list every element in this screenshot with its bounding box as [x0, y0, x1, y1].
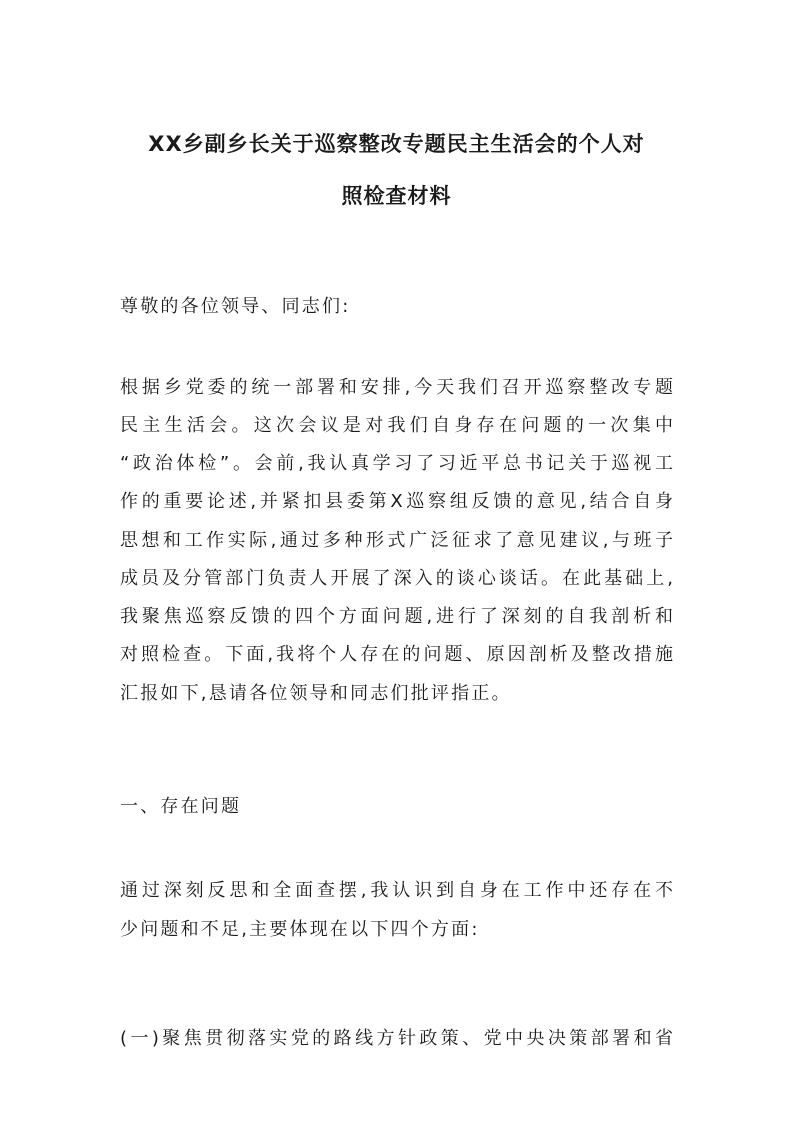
section-heading: 一、存在问题	[120, 796, 242, 817]
intro-line: 汇报如下,恳请各位领导和同志们批评指正。	[120, 683, 512, 704]
section-line: 少问题和不足,主要体现在以下四个方面:	[120, 919, 480, 940]
intro-line: 对照检查。下面,我将个人存在的问题、原因剖析及整改措施	[120, 644, 673, 665]
document-title-line-1: XX乡副乡长关于巡察整改专题民主生活会的个人对	[148, 132, 645, 156]
intro-line: 成员及分管部门负责人开展了深入的谈心谈话。在此基础上,	[120, 568, 673, 589]
intro-line: 民主生活会。这次会议是对我们自身存在问题的一次集中	[120, 415, 673, 436]
intro-line: 思想和工作实际,通过多种形式广泛征求了意见建议,与班子	[120, 530, 673, 551]
subsection-heading: (一)聚焦贯彻落实党的路线方针政策、党中央决策部署和省	[120, 1028, 673, 1049]
intro-line: 根据乡党委的统一部署和安排,今天我们召开巡察整改专题	[120, 377, 673, 398]
intro-line: “政治体检”。会前,我认真学习了习近平总书记关于巡视工	[120, 453, 673, 474]
salutation: 尊敬的各位领导、同志们:	[120, 296, 351, 317]
intro-line: 我聚焦巡察反馈的四个方面问题,进行了深刻的自我剖析和	[120, 606, 673, 627]
intro-line: 作的重要论述,并紧扣县委第X巡察组反馈的意见,结合自身	[120, 491, 673, 512]
section-line: 通过深刻反思和全面查摆,我认识到自身在工作中还存在不	[120, 880, 673, 901]
document-title-line-2: 照检查材料	[341, 184, 452, 208]
